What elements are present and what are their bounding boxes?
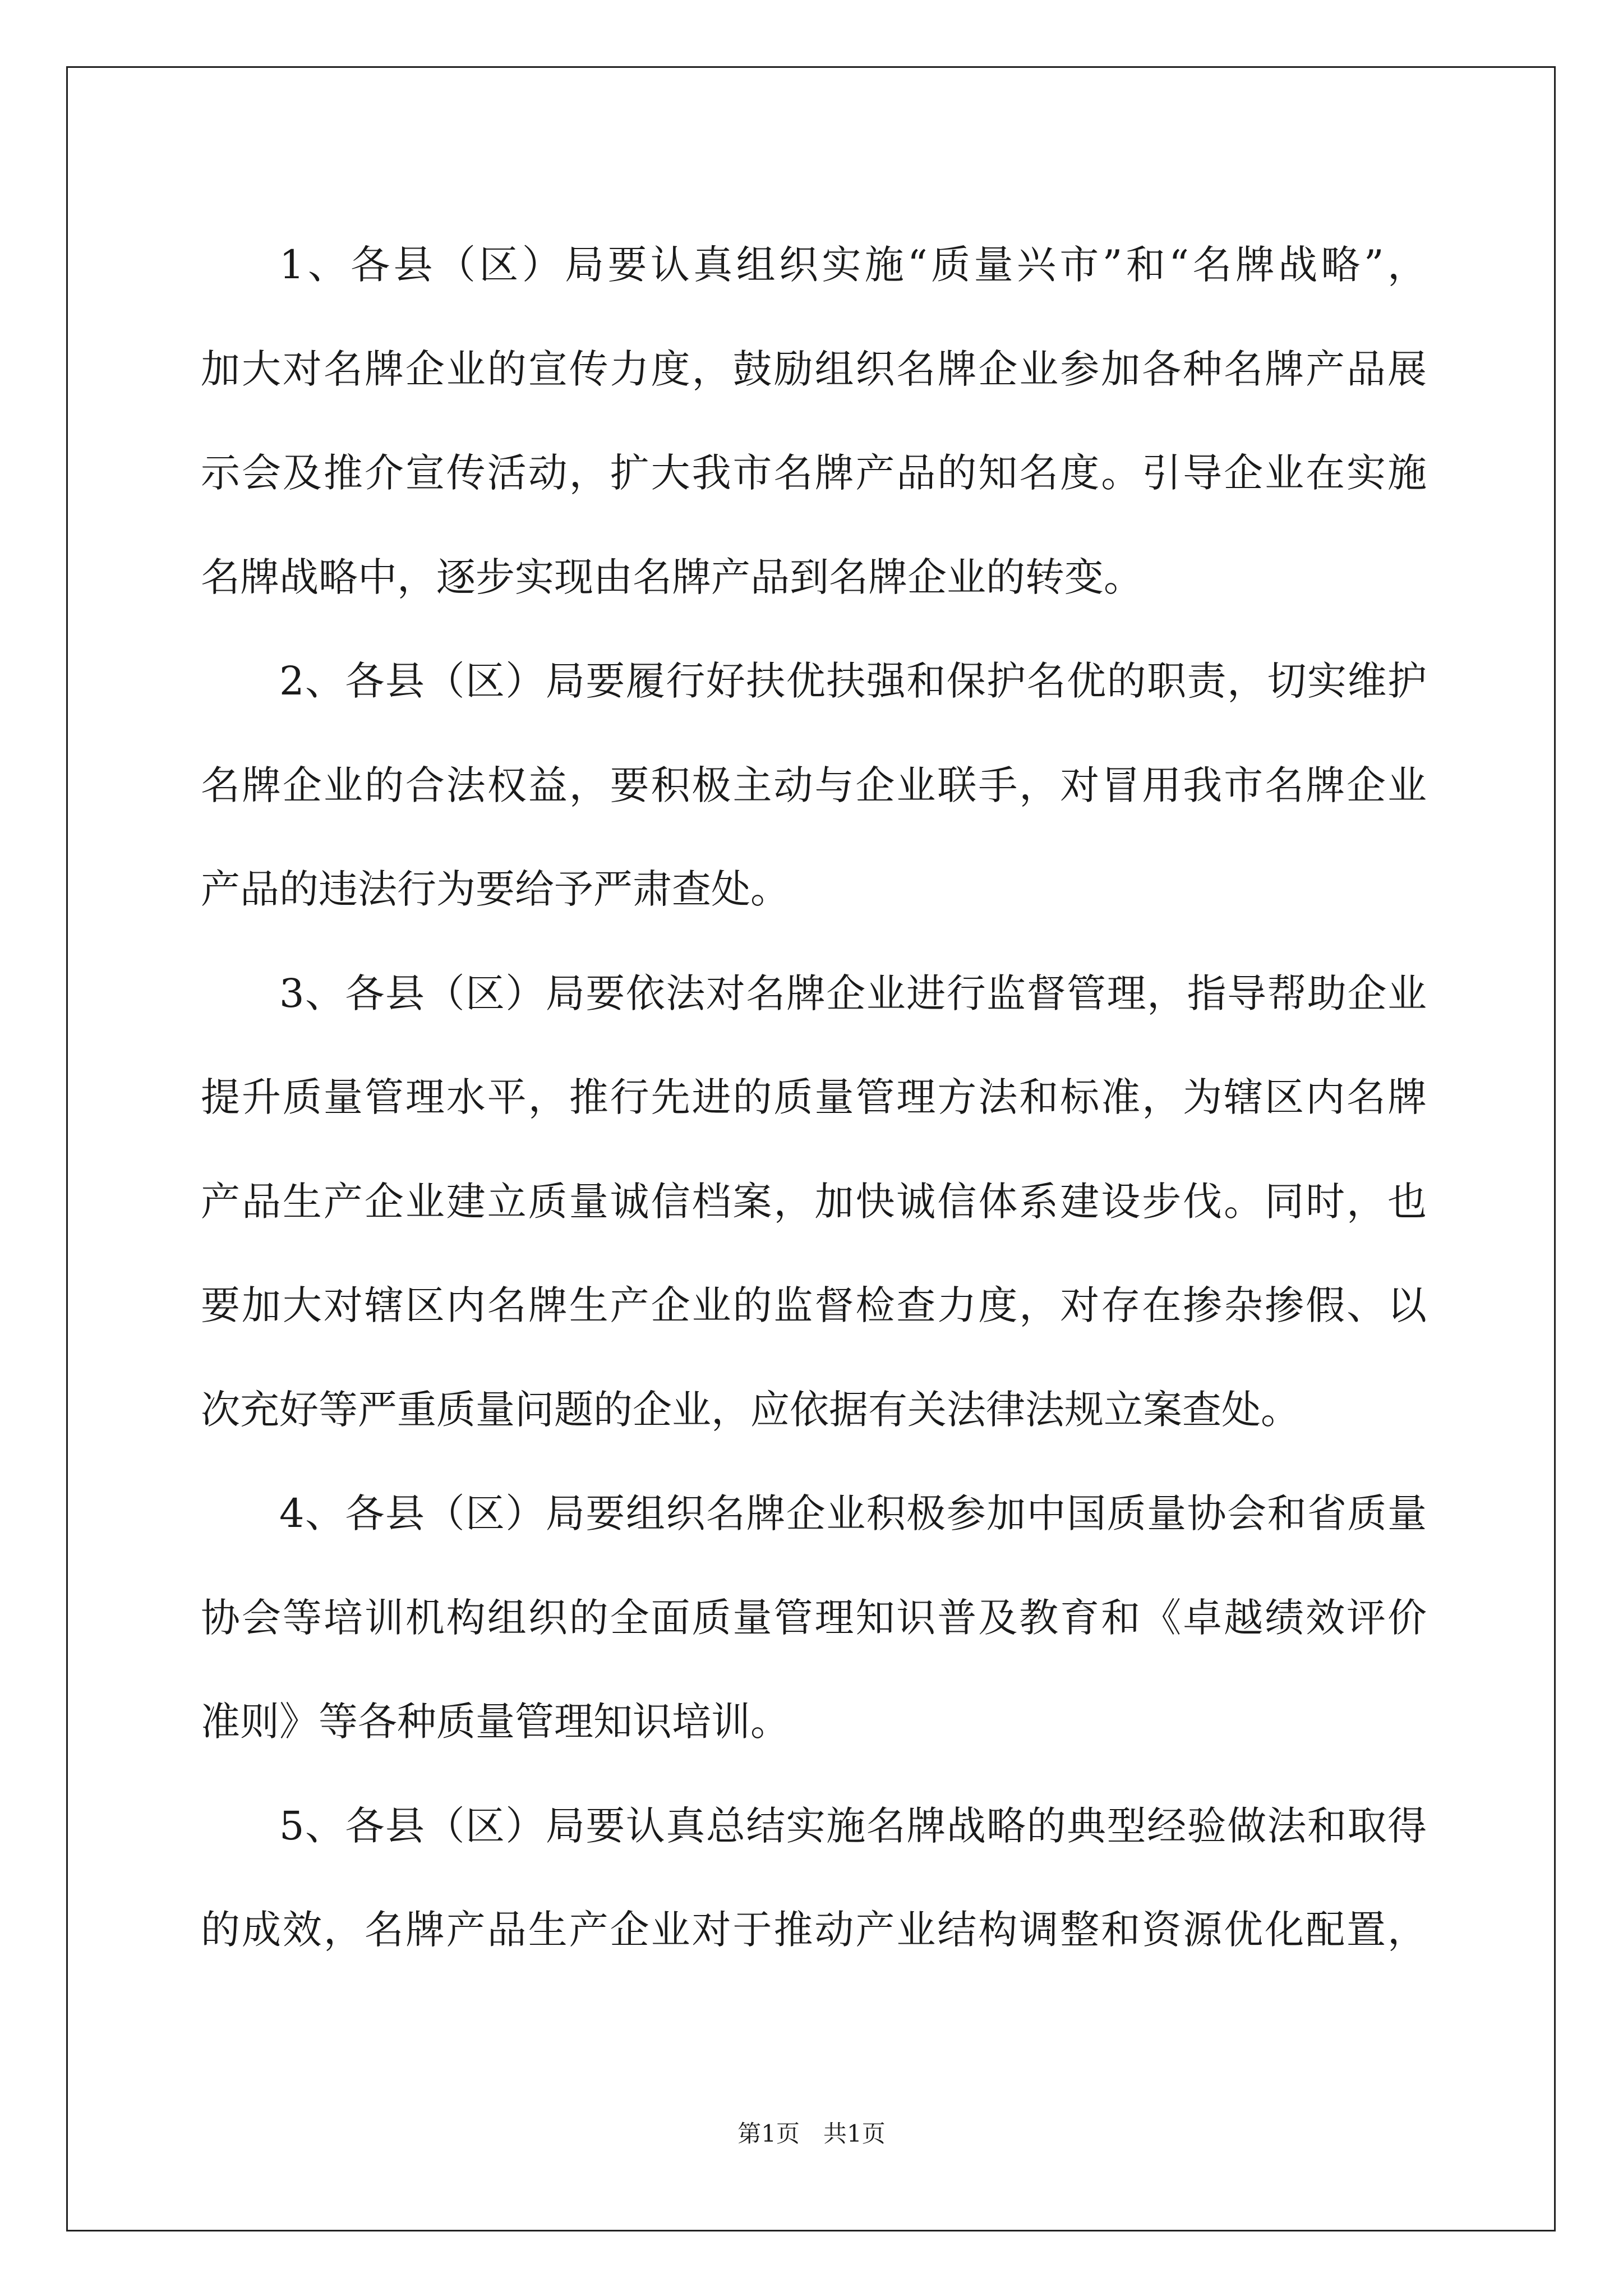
text-line: 名牌企业的合法权益，要积极主动与企业联手，对冒用我市名牌企业 <box>201 762 1427 808</box>
text-line: 4、各县（区）局要组织名牌企业积极参加中国质量协会和省质量 <box>279 1490 1427 1536</box>
text-line: 5、各县（区）局要认真总结实施名牌战略的典型经验做法和取得 <box>279 1802 1427 1849</box>
text-line: 产品的违法行为要给予严肃查处。 <box>201 866 790 912</box>
text-line: 1、各县（区）局要认真组织实施“质量兴市”和“名牌战略”， <box>279 242 1427 288</box>
text-line: 协会等培训机构组织的全面质量管理知识普及教育和《卓越绩效评价 <box>201 1594 1427 1641</box>
text-line: 示会及推介宣传活动，扩大我市名牌产品的知名度。引导企业在实施 <box>201 450 1427 496</box>
page-number-footer: 第1页 共1页 <box>737 2120 886 2147</box>
paragraph-1 <box>201 213 1427 629</box>
text-line: 的成效，名牌产品生产企业对于推动产业结构调整和资源优化配置， <box>201 1907 1427 1953</box>
paragraph-5 <box>201 1774 1427 1982</box>
text-line: 产品生产企业建立质量诚信档案，加快诚信体系建设步伐。同时，也 <box>201 1178 1427 1225</box>
text-line: 准则》等各种质量管理知识培训。 <box>201 1699 790 1745</box>
text-line: 加大对名牌企业的宣传力度，鼓励组织名牌企业参加各种名牌产品展 <box>201 346 1427 392</box>
text-line: 要加大对辖区内名牌生产企业的监督检查力度，对存在掺杂掺假、以 <box>201 1282 1427 1328</box>
text-line: 提升质量管理水平，推行先进的质量管理方法和标准，为辖区内名牌 <box>201 1074 1427 1120</box>
text-line: 3、各县（区）局要依法对名牌企业进行监督管理，指导帮助企业 <box>279 970 1427 1016</box>
document-body <box>201 213 1427 1982</box>
paragraph-2 <box>201 629 1427 942</box>
text-line: 名牌战略中，逐步实现由名牌产品到名牌企业的转变。 <box>201 554 1143 600</box>
paragraph-4 <box>201 1462 1427 1774</box>
paragraph-3 <box>201 942 1427 1462</box>
text-line: 2、各县（区）局要履行好扶优扶强和保护名优的职责，切实维护 <box>279 658 1427 704</box>
text-line: 次充好等严重质量问题的企业，应依据有关法律法规立案查处。 <box>201 1386 1300 1433</box>
